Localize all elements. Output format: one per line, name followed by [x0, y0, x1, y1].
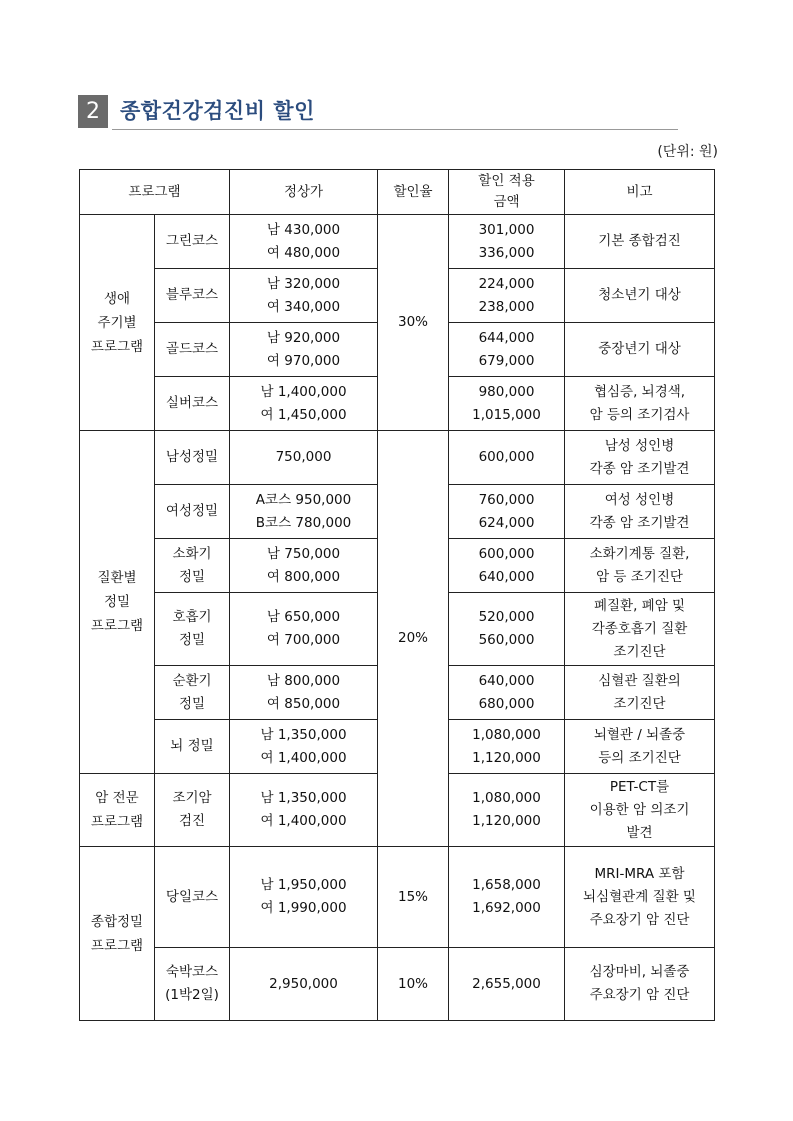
discounted-price: [449, 593, 565, 666]
text-line: 프로그램: [90, 937, 144, 954]
price-label: 남: [266, 672, 285, 689]
price-value: 750,000: [275, 449, 332, 465]
course-name: [155, 720, 230, 774]
price-line: [233, 446, 374, 469]
text-line: 청소년기 대상: [598, 287, 681, 303]
course-name: [155, 431, 230, 485]
discounted-price: [449, 269, 565, 323]
note: [565, 593, 715, 666]
discounted-price: [449, 539, 565, 593]
table-row: [80, 431, 715, 485]
section-underline: [112, 129, 678, 130]
text-line: 10%: [398, 975, 429, 992]
price-line: [233, 219, 374, 242]
normal-price: [230, 323, 378, 377]
text-line: 주요장기 암 진단: [589, 987, 690, 1003]
header-program: [80, 170, 230, 215]
price-value: 950,000: [295, 491, 352, 508]
price-line: [233, 543, 374, 566]
table-row: [80, 847, 715, 948]
price-value: 320,000: [284, 275, 341, 292]
header-discount-rate: [378, 170, 449, 215]
text-line: 15%: [398, 888, 429, 905]
price-value: 700,000: [284, 632, 341, 648]
price-label: 여: [266, 695, 285, 712]
normal-price: [230, 847, 378, 948]
price-label: 남: [260, 726, 278, 743]
text-line: 각종 암 조기발견: [589, 460, 690, 477]
text-line: 조기진단: [613, 695, 666, 712]
note: [565, 774, 715, 847]
note: [565, 215, 715, 269]
price-line: [233, 973, 374, 996]
price-label: 남: [266, 545, 285, 562]
price-value: 1,450,000: [277, 406, 347, 423]
text-line: 할인율: [393, 183, 433, 200]
text-line: 600,000: [478, 449, 535, 465]
text-line: 1,015,000: [472, 406, 541, 423]
price-label: 남: [266, 221, 285, 238]
discount-rate: [378, 847, 449, 948]
text-line: 소화기계통 질환,: [589, 545, 690, 562]
text-line: 30%: [398, 314, 429, 330]
text-line: 검진: [178, 813, 206, 829]
text-line: 뇌심혈관계 질환 및: [583, 888, 696, 905]
price-line: [233, 693, 374, 716]
text-line: 644,000: [478, 329, 535, 346]
price-value: 1,400,000: [277, 383, 347, 400]
discounted-price: [449, 485, 565, 539]
discounted-price: [449, 377, 565, 431]
price-value: 1,950,000: [277, 877, 347, 893]
text-line: 760,000: [478, 491, 535, 508]
text-line: 여성정밀: [165, 503, 219, 519]
course-name: [155, 539, 230, 593]
program-group: [80, 431, 155, 774]
note: [565, 485, 715, 539]
price-label: 남: [260, 877, 278, 893]
text-line: 224,000: [478, 275, 535, 292]
note: [565, 323, 715, 377]
price-value: 650,000: [284, 609, 341, 625]
price-line: [233, 327, 374, 350]
price-label: 여: [266, 298, 285, 315]
course-name: [155, 774, 230, 847]
text-line: 기본 종합검진: [598, 233, 681, 249]
table-row: [80, 215, 715, 269]
text-line: 실버코스: [165, 395, 219, 411]
normal-price: [230, 377, 378, 431]
course-name: [155, 323, 230, 377]
text-line: 1,692,000: [472, 900, 541, 916]
price-label: 여: [260, 900, 278, 916]
price-line: [233, 273, 374, 296]
price-line: [233, 512, 374, 535]
text-line: 560,000: [478, 632, 535, 648]
price-line: [233, 296, 374, 319]
normal-price: [230, 269, 378, 323]
price-value: 2,950,000: [269, 975, 338, 992]
text-line: 정밀: [178, 568, 206, 585]
normal-price: [230, 948, 378, 1021]
discounted-price: [449, 323, 565, 377]
text-line: 심장마비, 뇌졸중: [589, 964, 690, 980]
text-line: 숙박코스: [165, 964, 219, 980]
discount-rate: [378, 948, 449, 1021]
text-line: 1,080,000: [472, 790, 541, 806]
note: [565, 269, 715, 323]
text-line: 폐질환, 폐암 및: [593, 597, 686, 614]
price-line: [233, 670, 374, 693]
price-value: 480,000: [284, 244, 341, 261]
text-line: 종합정밀: [90, 913, 144, 930]
note: [565, 847, 715, 948]
header-note: [565, 170, 715, 215]
price-label: 남: [260, 790, 278, 806]
text-line: 각종호흡기 질환: [591, 620, 688, 637]
price-value: 850,000: [284, 695, 341, 712]
normal-price: [230, 539, 378, 593]
text-line: 뇌혈관 / 뇌졸중: [593, 726, 686, 743]
course-name: [155, 215, 230, 269]
price-value: 1,990,000: [277, 900, 347, 916]
price-label: 여: [260, 749, 278, 766]
text-line: 정밀: [103, 594, 131, 610]
price-value: 1,350,000: [277, 726, 347, 743]
course-name: [155, 666, 230, 720]
price-label: 남: [266, 275, 285, 292]
unit-label: (단위: 원): [657, 144, 718, 160]
normal-price: [230, 431, 378, 485]
price-label: 여: [266, 568, 285, 585]
text-line: 암 등의 조기검사: [589, 406, 690, 423]
text-line: 암 등 조기진단: [596, 568, 683, 585]
price-label: 남: [266, 329, 285, 346]
text-line: 680,000: [478, 695, 535, 712]
price-value: 1,400,000: [277, 813, 347, 829]
discounted-price: [449, 431, 565, 485]
note: [565, 431, 715, 485]
table-header-row: [80, 170, 715, 215]
text-line: 등의 조기진단: [598, 749, 681, 766]
text-line: 소화기: [172, 545, 212, 562]
text-line: 호흡기: [172, 609, 212, 625]
text-line: 중장년기 대상: [598, 341, 681, 357]
price-label: 여: [266, 352, 285, 369]
course-name: [155, 269, 230, 323]
text-line: 블루코스: [165, 287, 219, 303]
course-name: [155, 847, 230, 948]
price-line: [233, 566, 374, 589]
text-line: 순환기: [172, 672, 212, 689]
note: [565, 377, 715, 431]
text-line: 비고: [626, 183, 653, 200]
program-group: [80, 774, 155, 847]
program-group: [80, 847, 155, 1021]
course-name: [155, 377, 230, 431]
text-line: 980,000: [478, 383, 535, 400]
price-value: 340,000: [284, 298, 341, 315]
price-line: [233, 874, 374, 897]
text-line: 그린코스: [165, 233, 219, 249]
normal-price: [230, 593, 378, 666]
price-line: [233, 787, 374, 810]
text-line: 679,000: [478, 352, 535, 369]
text-line: 조기진단: [613, 643, 666, 660]
text-line: 336,000: [478, 244, 535, 261]
discounted-price: [449, 774, 565, 847]
text-line: 조기암: [172, 790, 212, 806]
text-line: 남성 성인병: [604, 437, 675, 454]
text-line: 뇌 정밀: [170, 738, 214, 754]
price-line: [233, 897, 374, 920]
discounted-price: [449, 847, 565, 948]
discounted-price: [449, 948, 565, 1021]
text-line: 301,000: [478, 221, 535, 238]
price-line: [233, 629, 374, 652]
price-line: [233, 810, 374, 833]
note: [565, 666, 715, 720]
note: [565, 948, 715, 1021]
price-label: 남: [260, 383, 278, 400]
text-line: 2,655,000: [472, 975, 541, 992]
text-line: 각종 암 조기발견: [589, 514, 690, 531]
text-line: 624,000: [478, 514, 535, 531]
section-number: 2: [78, 95, 108, 128]
normal-price: [230, 666, 378, 720]
text-line: 정밀: [178, 632, 206, 648]
price-value: 970,000: [284, 352, 341, 369]
discount-price-table: [79, 169, 715, 1021]
price-line: [233, 747, 374, 770]
text-line: 정밀: [178, 695, 206, 712]
note: [565, 720, 715, 774]
discounted-price: [449, 215, 565, 269]
price-label: 여: [260, 813, 278, 829]
price-value: 920,000: [284, 329, 341, 346]
text-line: 암 전문: [95, 790, 139, 806]
price-line: [233, 242, 374, 265]
text-line: 주요장기 암 진단: [589, 911, 690, 928]
text-line: 238,000: [478, 298, 535, 315]
text-line: 640,000: [478, 672, 535, 689]
text-line: (1박2일): [165, 987, 219, 1003]
price-value: 780,000: [295, 514, 352, 531]
discount-rate: [378, 431, 449, 847]
normal-price: [230, 215, 378, 269]
text-line: 협심증, 뇌경색,: [593, 383, 686, 400]
price-value: 750,000: [284, 545, 341, 562]
text-line: 이용한 암 의조기: [589, 801, 690, 818]
text-line: 여성 성인병: [604, 491, 675, 508]
text-line: 600,000: [478, 545, 535, 562]
table-row: [80, 948, 715, 1021]
normal-price: [230, 774, 378, 847]
text-line: 질환별: [97, 570, 137, 586]
table-body: [80, 215, 715, 1021]
text-line: 프로그램: [90, 618, 144, 634]
discounted-price: [449, 666, 565, 720]
section-title: 종합건강검진비 할인: [120, 99, 315, 123]
text-line: 프로그램: [128, 183, 181, 200]
text-line: PET-CT를: [609, 778, 670, 795]
course-name: [155, 948, 230, 1021]
text-line: 1,658,000: [472, 877, 541, 893]
text-line: MRI-MRA 포함: [594, 865, 685, 882]
discounted-price: [449, 720, 565, 774]
price-line: [233, 724, 374, 747]
price-label: 여: [266, 244, 285, 261]
price-label: B코스: [255, 514, 296, 531]
text-line: 520,000: [478, 609, 535, 625]
discount-rate: [378, 215, 449, 431]
price-label: 여: [266, 632, 285, 648]
header-discounted-price: [449, 170, 565, 215]
text-line: 1,120,000: [472, 749, 541, 766]
text-line: 심혈관 질환의: [598, 672, 681, 689]
price-line: [233, 489, 374, 512]
text-line: 발견: [626, 824, 653, 841]
program-group: [80, 215, 155, 431]
price-line: [233, 350, 374, 373]
text-line: 640,000: [478, 568, 535, 585]
text-line: 20%: [398, 630, 429, 646]
text-line: 프로그램: [90, 338, 144, 355]
price-label: 여: [260, 406, 278, 423]
price-value: 800,000: [284, 672, 341, 689]
section-heading: [78, 95, 678, 131]
text-line: 할인 적용: [478, 173, 535, 189]
price-line: [233, 381, 374, 404]
text-line: 주기별: [97, 314, 137, 331]
price-value: 800,000: [284, 568, 341, 585]
price-value: 1,400,000: [277, 749, 347, 766]
text-line: 1,120,000: [472, 813, 541, 829]
text-line: 생애: [103, 290, 131, 307]
price-line: [233, 606, 374, 629]
price-label: A코스: [255, 491, 296, 508]
price-label: 남: [266, 609, 285, 625]
course-name: [155, 593, 230, 666]
text-line: 1,080,000: [472, 726, 541, 743]
price-line: [233, 404, 374, 427]
price-value: 430,000: [284, 221, 341, 238]
price-value: 1,350,000: [277, 790, 347, 806]
normal-price: [230, 720, 378, 774]
text-line: 프로그램: [90, 814, 144, 830]
text-line: 남성정밀: [165, 449, 219, 465]
text-line: 골드코스: [165, 341, 219, 357]
text-line: 당일코스: [165, 888, 219, 905]
text-line: 금액: [493, 194, 520, 210]
normal-price: [230, 485, 378, 539]
note: [565, 539, 715, 593]
header-normal-price: [230, 170, 378, 215]
text-line: 정상가: [283, 183, 324, 200]
course-name: [155, 485, 230, 539]
